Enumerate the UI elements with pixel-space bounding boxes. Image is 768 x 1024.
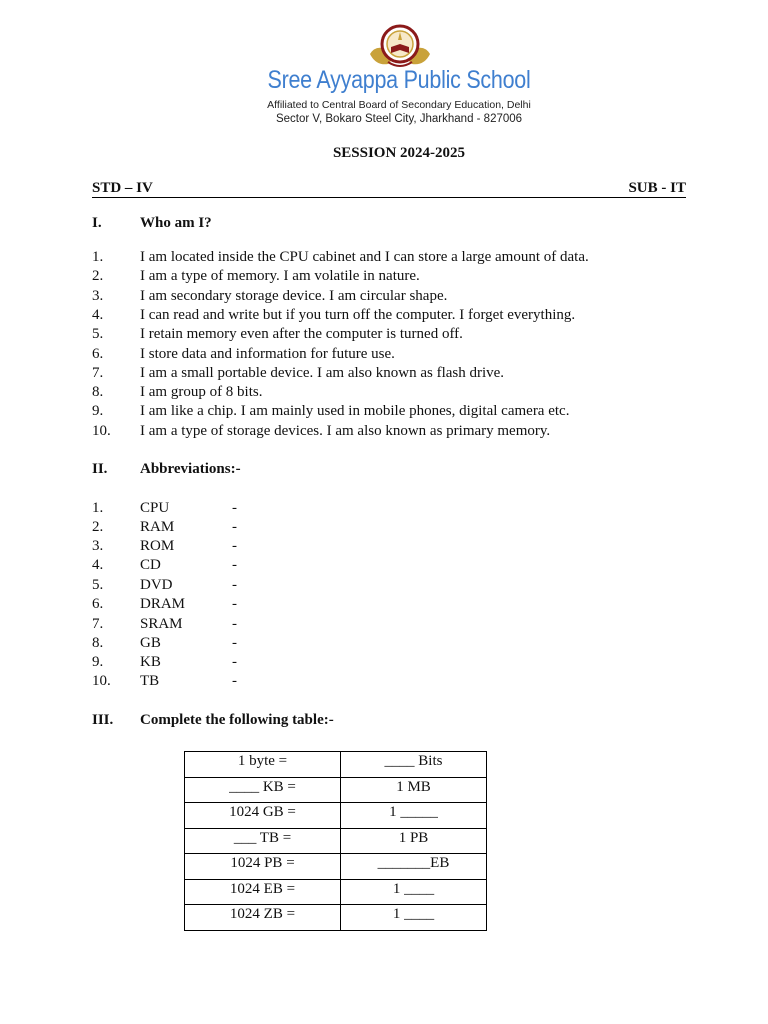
table-row [185, 905, 487, 931]
answer-blank: - [232, 654, 237, 670]
item-text: I can read and write but if you turn off the computer. I forget everything. [140, 307, 576, 323]
item-number: 5. [92, 326, 104, 342]
answer-blank: - [232, 596, 237, 612]
school-name: Sree Ayyappa Public School [267, 66, 531, 94]
table-cell: 1 MB [341, 777, 487, 803]
item-text: ROM [140, 538, 175, 554]
table-cell: 1 byte = [185, 752, 341, 778]
item-text: DRAM [140, 596, 186, 612]
item-number: 2. [92, 268, 104, 284]
item-text: I am group of 8 bits. [140, 384, 263, 400]
item-number: 7. [92, 365, 104, 381]
item-number: 4. [92, 307, 104, 323]
item-text: I am a small portable device. I am also known as flash drive. [140, 365, 505, 381]
table-cell: 1 ____ [341, 905, 487, 931]
section-number: I. [92, 215, 102, 231]
table-cell: 1024 EB = [185, 879, 341, 905]
item-text: DVD [140, 577, 173, 593]
table-cell: ____ Bits [341, 752, 487, 778]
table-cell: _______EB [341, 854, 487, 880]
item-number: 3. [92, 288, 104, 304]
section-number: II. [92, 461, 108, 477]
item-text: KB [140, 654, 161, 670]
table-row [185, 752, 487, 778]
item-number: 10. [92, 673, 111, 689]
item-number: 3. [92, 538, 104, 554]
answer-blank: - [232, 500, 237, 516]
std-label: STD – IV [92, 180, 153, 196]
item-text: RAM [140, 519, 175, 535]
conversion-table [184, 751, 487, 931]
item-text: GB [140, 635, 161, 651]
item-number: 4. [92, 557, 104, 573]
item-number: 7. [92, 616, 104, 632]
table-cell: 1024 GB = [185, 803, 341, 829]
table-row [185, 879, 487, 905]
item-number: 1. [92, 249, 104, 265]
answer-blank: - [232, 635, 237, 651]
item-text: CPU [140, 500, 170, 516]
table-cell: 1 PB [341, 828, 487, 854]
answer-blank: - [232, 519, 237, 535]
item-text: I am like a chip. I am mainly used in mobile phones, digital camera etc. [140, 403, 570, 419]
table-cell: 1 _____ [341, 803, 487, 829]
table-cell: ____ KB = [185, 777, 341, 803]
item-text: I am a type of storage devices. I am also known as primary memory. [140, 423, 551, 439]
answer-blank: - [232, 616, 237, 632]
table-cell: 1 ____ [341, 879, 487, 905]
item-text: TB [140, 673, 160, 689]
item-number: 10. [92, 423, 111, 439]
school-logo [366, 20, 434, 70]
school-address: Sector V, Bokaro Steel City, Jharkhand - 827006 [275, 113, 523, 125]
item-text: I store data and information for future use. [140, 346, 395, 362]
answer-blank: - [232, 557, 237, 573]
item-number: 6. [92, 596, 104, 612]
subject-label: SUB - IT [628, 180, 686, 196]
table-row [185, 828, 487, 854]
section-title: Abbreviations:- [140, 461, 241, 477]
item-number: 8. [92, 384, 104, 400]
answer-blank: - [232, 538, 237, 554]
item-number: 9. [92, 654, 104, 670]
item-number: 8. [92, 635, 104, 651]
item-number: 9. [92, 403, 104, 419]
item-number: 2. [92, 519, 104, 535]
item-text: CD [140, 557, 161, 573]
item-number: 6. [92, 346, 104, 362]
section-title: Complete the following table:- [140, 712, 334, 728]
answer-blank: - [232, 577, 237, 593]
table-cell: 1024 PB = [185, 854, 341, 880]
std-subject-line [92, 180, 686, 198]
item-number: 1. [92, 500, 104, 516]
item-text: I am secondary storage device. I am circular shape. [140, 288, 448, 304]
table-row [185, 803, 487, 829]
affiliation: Affiliated to Central Board of Secondary Education, Delhi [267, 99, 531, 111]
answer-blank: - [232, 673, 237, 689]
section-title: Who am I? [140, 215, 212, 231]
item-text: SRAM [140, 616, 183, 632]
session-title: SESSION 2024-2025 [332, 145, 466, 161]
table-row [185, 777, 487, 803]
item-text: I am a type of memory. I am volatile in nature. [140, 268, 420, 284]
table-cell: ___ TB = [185, 828, 341, 854]
table-cell: 1024 ZB = [185, 905, 341, 931]
table-row [185, 854, 487, 880]
item-number: 5. [92, 577, 104, 593]
item-text: I am located inside the CPU cabinet and I can store a large amount of data. [140, 249, 589, 265]
section-number: III. [92, 712, 114, 728]
item-text: I retain memory even after the computer is turned off. [140, 326, 463, 342]
